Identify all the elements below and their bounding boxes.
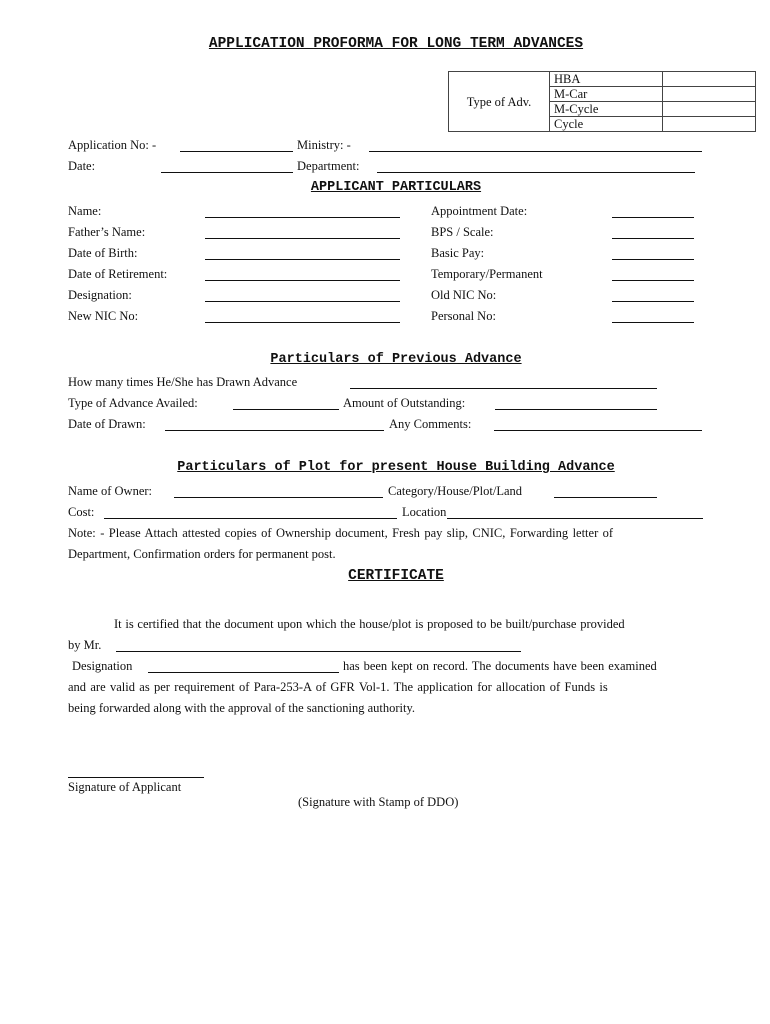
advance-checkbox-cycle[interactable] <box>663 117 756 132</box>
type-availed-field[interactable] <box>233 409 339 410</box>
ministry-field[interactable] <box>369 151 702 152</box>
by-mr-field[interactable] <box>116 651 521 652</box>
name-label: Name: <box>68 204 102 218</box>
certificate-line-3: has been kept on record. The documents have been examined <box>343 659 657 673</box>
bps-scale-label: BPS / Scale: <box>431 225 494 239</box>
advance-type-label: Type of Adv. <box>449 72 550 132</box>
advance-option-hba: HBA <box>550 72 663 87</box>
advance-option-mcycle: M-Cycle <box>550 102 663 117</box>
cost-field[interactable] <box>104 518 397 519</box>
personal-no-label: Personal No: <box>431 309 496 323</box>
page-title: APPLICATION PROFORMA FOR LONG TERM ADVANCES <box>208 36 584 52</box>
advance-checkbox-mcar[interactable] <box>663 87 756 102</box>
advance-type-table <box>448 71 756 132</box>
certificate-line-1: It is certified that the document upon which the house/plot is proposed to be built/purchase provided <box>114 617 625 631</box>
amount-outstanding-label: Amount of Outstanding: <box>343 396 466 410</box>
plot-particulars-heading: Particulars of Plot for present House Building Advance <box>177 460 615 475</box>
ministry-label: Ministry: - <box>297 138 351 152</box>
designation-field[interactable] <box>205 301 400 302</box>
date-drawn-label: Date of Drawn: <box>68 417 146 431</box>
owner-field[interactable] <box>174 497 383 498</box>
advance-option-mcar: M-Car <box>550 87 663 102</box>
previous-advance-heading: Particulars of Previous Advance <box>270 352 522 367</box>
fathers-name-field[interactable] <box>205 238 400 239</box>
fathers-name-label: Father’s Name: <box>68 225 146 239</box>
department-label: Department: <box>297 159 360 173</box>
advance-option-cycle: Cycle <box>550 117 663 132</box>
basic-pay-field[interactable] <box>612 259 694 260</box>
advance-checkbox-mcycle[interactable] <box>663 102 756 117</box>
name-field[interactable] <box>205 217 400 218</box>
comments-label: Any Comments: <box>389 417 472 431</box>
applicant-particulars-heading: APPLICANT PARTICULARS <box>310 180 482 195</box>
date-of-retirement-field[interactable] <box>205 280 400 281</box>
note-line-1: Note: - Please Attach attested copies of Ownership document, Fresh pay slip, CNIC, Forwarding letter of <box>68 526 614 540</box>
new-nic-field[interactable] <box>205 322 400 323</box>
application-no-label: Application No: - <box>68 138 157 152</box>
application-no-field[interactable] <box>180 151 293 152</box>
category-label: Category/House/Plot/Land <box>388 484 523 498</box>
note-line-2: Department, Confirmation orders for permanent post. <box>68 547 336 561</box>
new-nic-label: New NIC No: <box>68 309 139 323</box>
by-mr-label: by Mr. <box>68 638 102 652</box>
appointment-date-field[interactable] <box>612 217 694 218</box>
date-of-birth-label: Date of Birth: <box>68 246 138 260</box>
date-label: Date: <box>68 159 96 173</box>
designation-cert-label: Designation <box>72 659 133 673</box>
cost-label: Cost: <box>68 505 95 519</box>
basic-pay-label: Basic Pay: <box>431 246 485 260</box>
location-label: Location <box>402 505 447 519</box>
comments-field[interactable] <box>494 430 702 431</box>
appointment-date-label: Appointment Date: <box>431 204 528 218</box>
location-field[interactable] <box>447 518 703 519</box>
old-nic-label: Old NIC No: <box>431 288 497 302</box>
designation-cert-field[interactable] <box>148 672 339 673</box>
bps-scale-field[interactable] <box>612 238 694 239</box>
old-nic-field[interactable] <box>612 301 694 302</box>
type-availed-label: Type of Advance Availed: <box>68 396 198 410</box>
owner-label: Name of Owner: <box>68 484 152 498</box>
category-field[interactable] <box>554 497 657 498</box>
applicant-signature-label: Signature of Applicant <box>68 780 182 794</box>
applicant-signature-line[interactable] <box>68 777 204 778</box>
amount-outstanding-field[interactable] <box>495 409 657 410</box>
temporary-permanent-label: Temporary/Permanent <box>431 267 543 281</box>
department-field[interactable] <box>377 172 695 173</box>
ddo-signature-label: (Signature with Stamp of DDO) <box>298 795 459 809</box>
designation-label: Designation: <box>68 288 132 302</box>
temporary-permanent-field[interactable] <box>612 280 694 281</box>
certificate-heading: CERTIFICATE <box>348 568 444 584</box>
certificate-line-4: and are valid as per requirement of Para-253-A of GFR Vol-1. The application for allocation of Funds is <box>68 680 608 694</box>
certificate-line-5: being forwarded along with the approval of the sanctioning authority. <box>68 701 416 715</box>
advance-checkbox-hba[interactable] <box>663 72 756 87</box>
times-drawn-label: How many times He/She has Drawn Advance <box>68 375 298 389</box>
times-drawn-field[interactable] <box>350 388 657 389</box>
date-field[interactable] <box>161 172 293 173</box>
date-drawn-field[interactable] <box>165 430 384 431</box>
personal-no-field[interactable] <box>612 322 694 323</box>
date-of-retirement-label: Date of Retirement: <box>68 267 168 281</box>
date-of-birth-field[interactable] <box>205 259 400 260</box>
